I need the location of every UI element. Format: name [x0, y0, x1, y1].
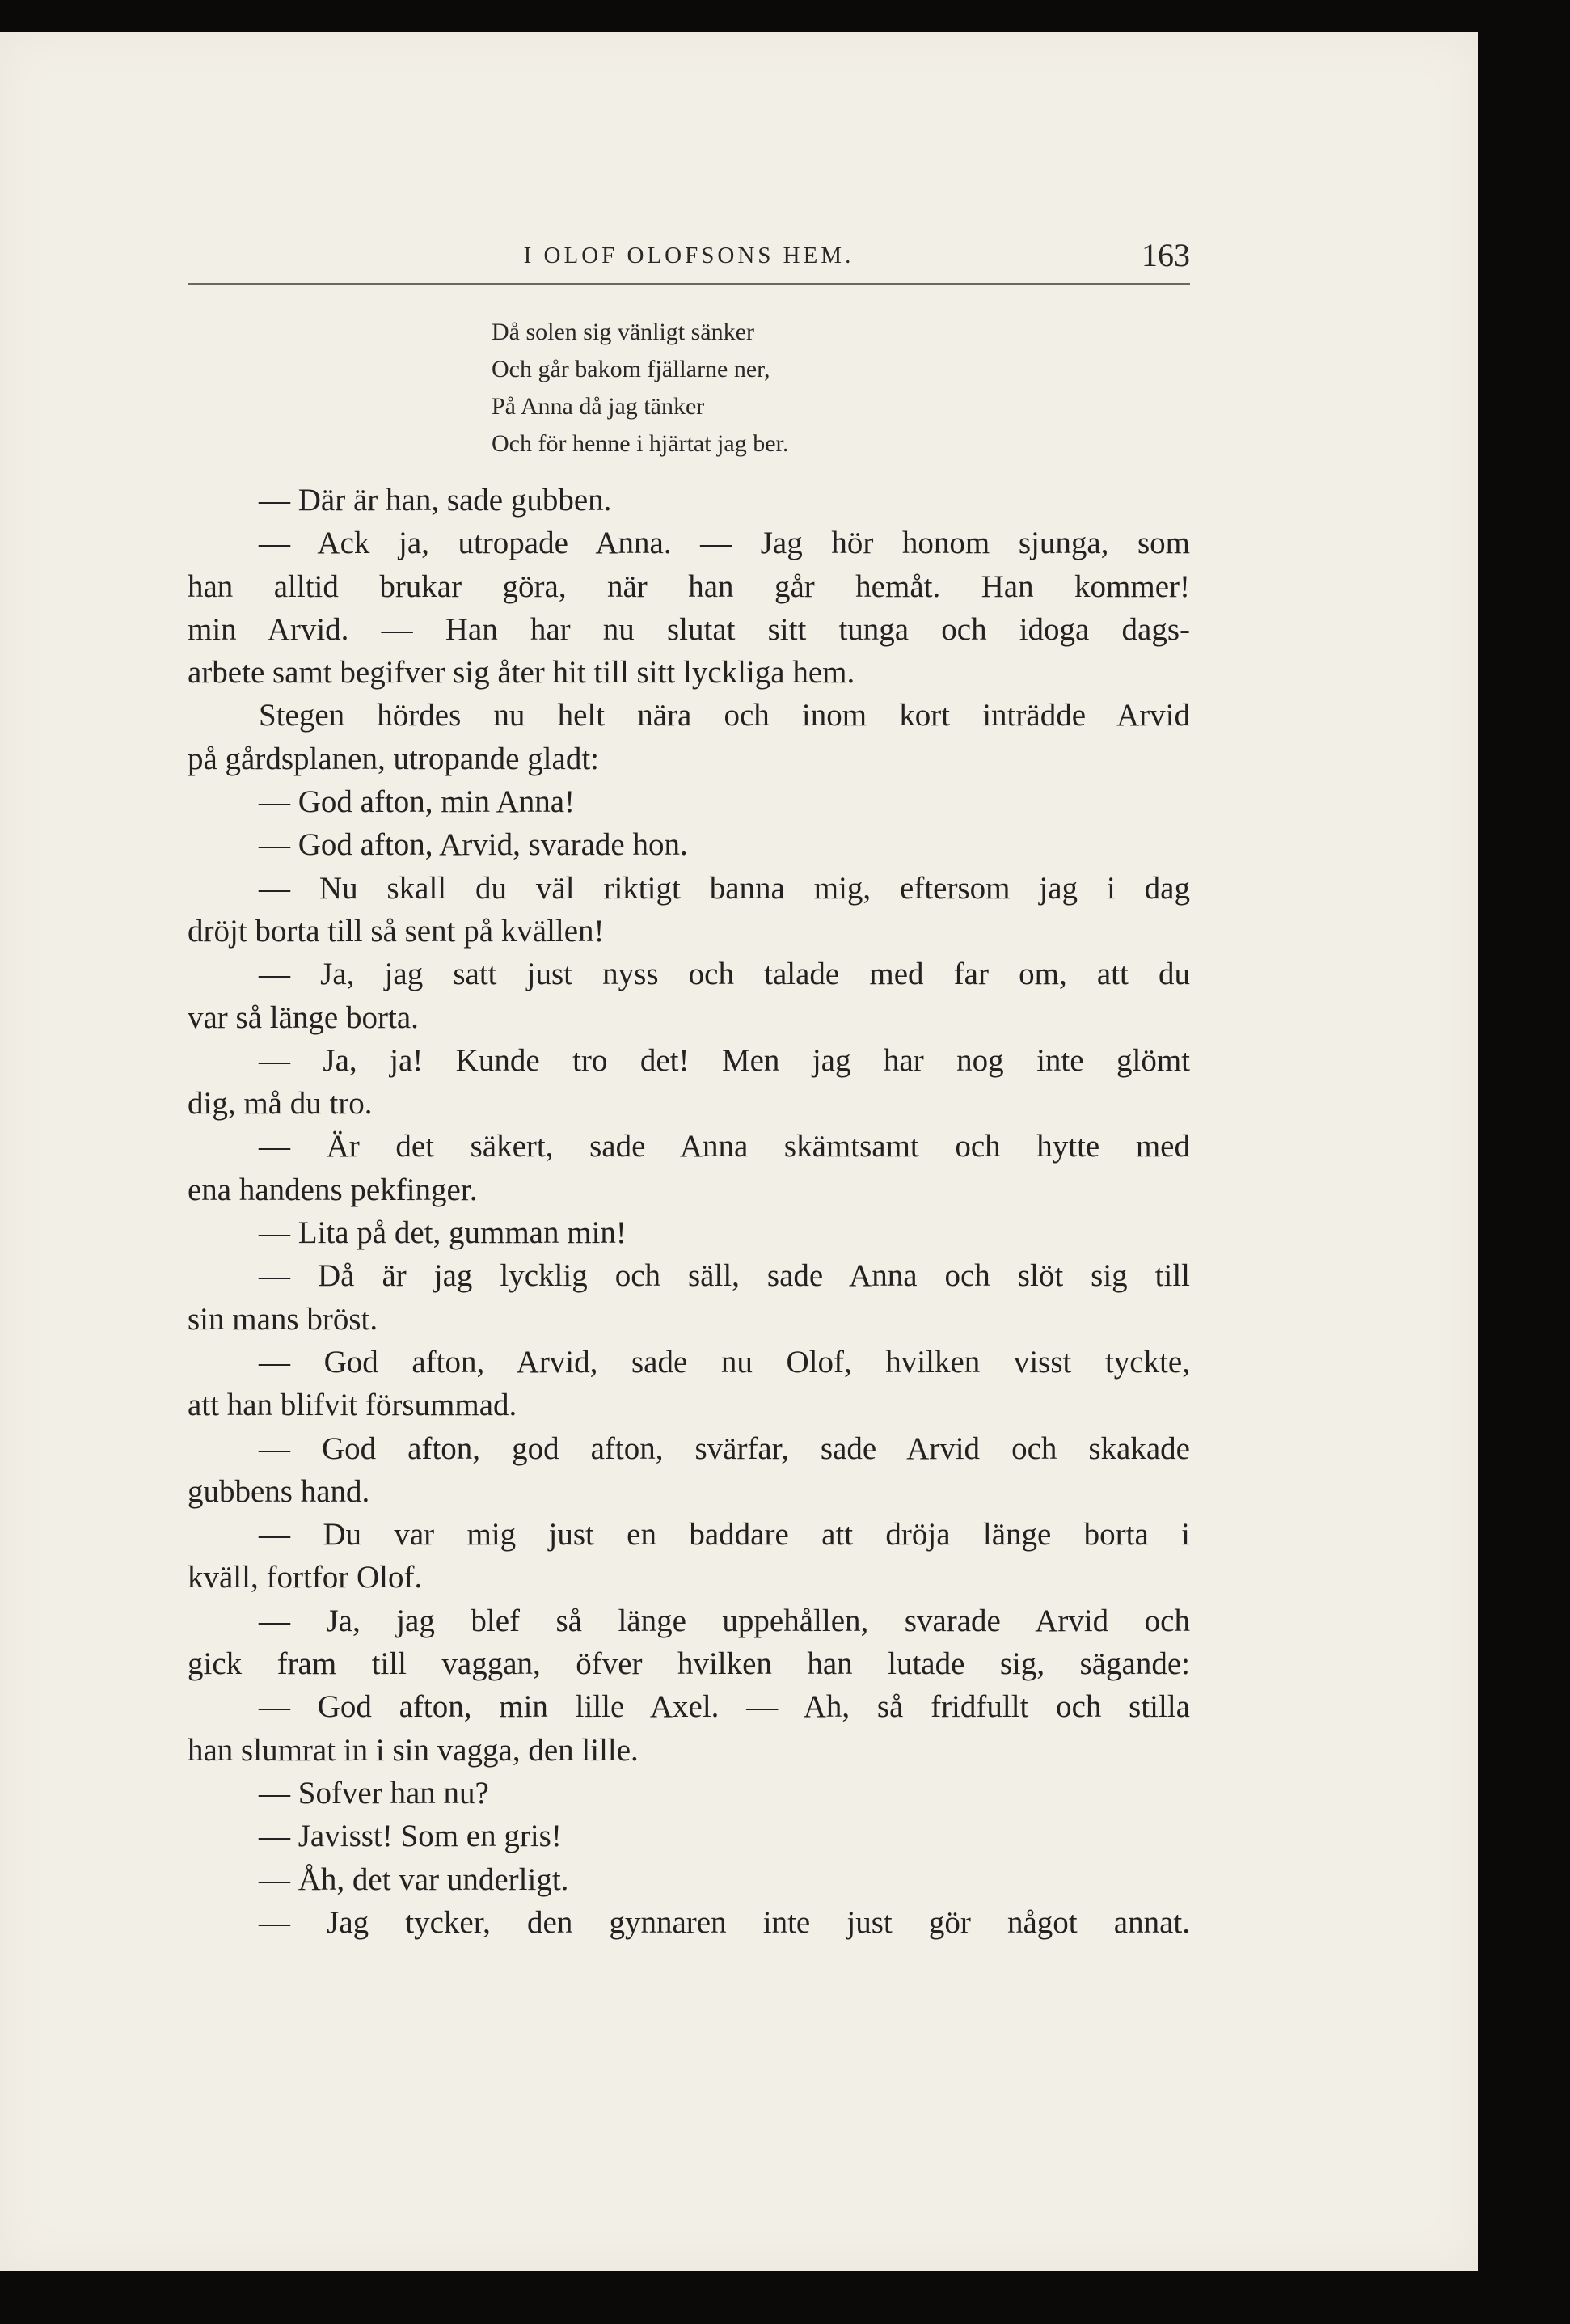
- body-text: [188, 479, 1190, 1944]
- text-line: han slumrat in i sin vagga, den lille.: [188, 1732, 639, 1768]
- text-line: — Åh, det var underligt.: [259, 1861, 569, 1897]
- text-line: var så länge borta.: [188, 999, 419, 1035]
- poem-line: På Anna då jag tänker: [492, 393, 705, 420]
- text-line: arbete samt begifver sig åter hit till sitt lyckliga hem.: [188, 655, 855, 691]
- text-line: gick fram till vaggan, öfver hvilken han lutade sig, sägande:: [188, 1646, 1190, 1682]
- poem-stanza: [492, 314, 788, 463]
- text-line: på gårdsplanen, utropande gladt:: [188, 741, 599, 776]
- text-line: min Arvid. — Han har nu slutat sitt tunga och idoga dags-: [188, 611, 1190, 647]
- text-line: — God afton, min Anna!: [259, 784, 576, 820]
- text-line: att han blifvit försummad.: [188, 1388, 517, 1423]
- text-line: ena handens pekfinger.: [188, 1172, 478, 1207]
- text-line: — Ja, ja! Kunde tro det! Men jag har nog inte glömt: [259, 1042, 1190, 1078]
- text-line: — Jag tycker, den gynnaren inte just gör något annat.: [259, 1904, 1190, 1940]
- text-line: — Är det säkert, sade Anna skämtsamt och hytte med: [259, 1129, 1190, 1164]
- text-line: — God afton, min lille Axel. — Ah, så fridfullt och stilla: [259, 1689, 1190, 1725]
- text-line: — Där är han, sade gubben.: [259, 483, 612, 518]
- text-line: sin mans bröst.: [188, 1301, 378, 1337]
- text-line: — Då är jag lycklig och säll, sade Anna och slöt sig till: [259, 1258, 1190, 1294]
- text-line: — God afton, god afton, svärfar, sade Arvid och skakade: [259, 1430, 1190, 1466]
- poem-line: Då solen sig vänligt sänker: [492, 319, 754, 345]
- text-line: — Ack ja, utropade Anna. — Jag hör honom sjunga, som: [259, 526, 1190, 561]
- text-line: — Lita på det, gumman min!: [259, 1215, 627, 1251]
- text-line: dig, må du tro.: [188, 1086, 373, 1122]
- poem-line: Och för henne i hjärtat jag ber.: [492, 430, 789, 457]
- text-line: han alltid brukar göra, när han går hemåt. Han kommer!: [188, 568, 1190, 604]
- text-line: — Du var mig just en baddare att dröja länge borta i: [259, 1517, 1190, 1553]
- text-line: kväll, fortfor Olof.: [188, 1560, 423, 1595]
- text-line: — Ja, jag satt just nyss och talade med far om, att du: [259, 957, 1190, 992]
- text-line: gubbens hand.: [188, 1473, 370, 1509]
- text-line: — Nu skall du väl riktigt banna mig, eftersom jag i dag: [259, 870, 1190, 906]
- text-line: — Ja, jag blef så länge uppehållen, svarade Arvid och: [259, 1603, 1190, 1638]
- text-line: dröjt borta till så sent på kvällen!: [188, 913, 605, 949]
- poem-line: Och går bakom fjällarne ner,: [492, 356, 770, 382]
- text-line: Stegen hördes nu helt nära och inom kort inträdde Arvid: [259, 698, 1190, 733]
- text-line: — Sofver han nu?: [259, 1775, 489, 1811]
- text-line: — God afton, Arvid, svarade hon.: [259, 827, 688, 863]
- text-line: — Javisst! Som en gris!: [259, 1819, 562, 1854]
- running-title: I OLOF OLOFSONS HEM.: [523, 243, 855, 268]
- header-rule: [188, 283, 1190, 285]
- text-line: — God afton, Arvid, sade nu Olof, hvilken visst tyckte,: [259, 1344, 1190, 1380]
- page-number: 163: [1142, 237, 1190, 273]
- page-header: [188, 236, 1190, 278]
